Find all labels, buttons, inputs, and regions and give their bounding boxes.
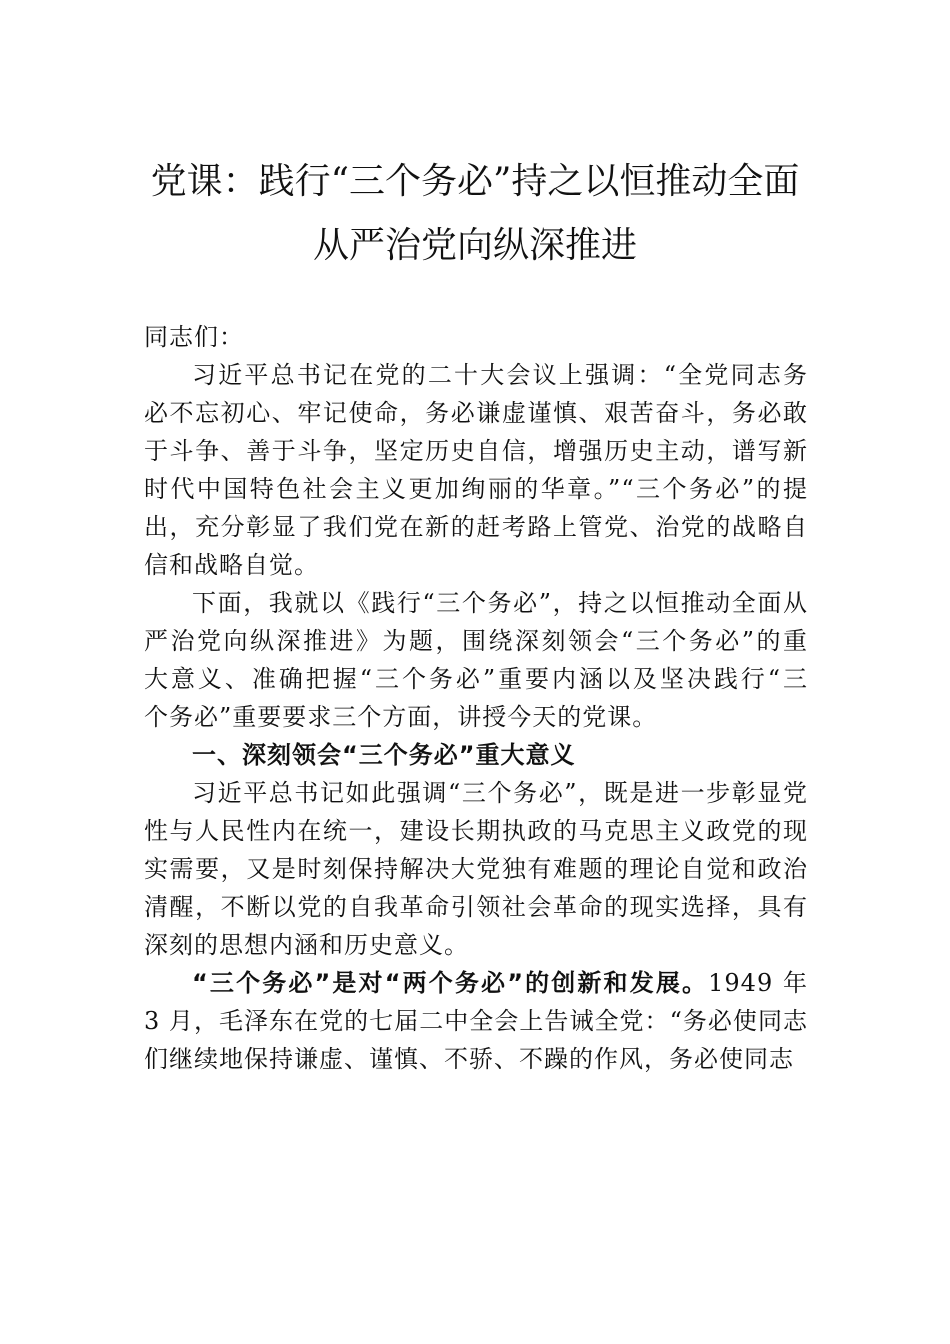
document-title-line-1: 党课：践行“三个务必”持之以恒推动全面: [150, 161, 800, 202]
paragraph-line: 大意义、准确把握“三个务必”重要内涵以及坚决践行“三: [144, 665, 808, 693]
paragraph-line: 深刻的思想内涵和历史意义。: [144, 931, 469, 959]
paragraph-line: 们继续地保持谦虚、谨慎、不骄、不躁的作风，务必使同志: [144, 1045, 794, 1073]
lead-line-rest: 1949 年: [708, 969, 808, 997]
salutation: 同志们：: [144, 323, 244, 351]
document-title-line-2: 从严治党向纵深推进: [312, 225, 637, 266]
paragraph-line: 严治党向纵深推进》为题，围绕深刻领会“三个务必”的重: [144, 627, 808, 655]
paragraph-line: 3 月，毛泽东在党的七届二中全会上告诫全党：“务必使同志: [144, 1007, 808, 1035]
paragraph-line: 性与人民性内在统一，建设长期执政的马克思主义政党的现: [144, 817, 808, 845]
paragraph-line: 于斗争、善于斗争，坚定历史自信，增强历史主动，谱写新: [144, 437, 808, 465]
paragraph-line-mixed: [144, 964, 808, 1002]
paragraph-line: 习近平总书记如此强调“三个务必”，既是进一步彰显党: [192, 779, 808, 807]
paragraph-4: [144, 964, 808, 1078]
paragraph-2: [144, 584, 808, 736]
paragraph-line: 出，充分彰显了我们党在新的赶考路上管党、治党的战略自: [144, 513, 808, 541]
paragraph-line: 实需要，又是时刻保持解决大党独有难题的理论自觉和政治: [144, 855, 808, 883]
document-body: [144, 318, 808, 1078]
section-heading-1: 一、深刻领会“三个务必”重大意义: [192, 741, 576, 769]
paragraph-line: 时代中国特色社会主义更加绚丽的华章。”“三个务必”的提: [144, 475, 808, 503]
paragraph-line: 清醒，不断以党的自我革命引领社会革命的现实选择，具有: [144, 893, 808, 921]
paragraph-line: 必不忘初心、牢记使命，务必谦虚谨慎、艰苦奋斗，务必敢: [144, 399, 808, 427]
paragraph-line: 信和战略自觉。: [144, 551, 319, 579]
paragraph-1: [144, 356, 808, 584]
paragraph-line: 个务必”重要要求三个方面，讲授今天的党课。: [144, 703, 658, 731]
paragraph-line: 下面，我就以《践行“三个务必”，持之以恒推动全面从: [192, 589, 808, 617]
paragraph-line: 习近平总书记在党的二十大会议上强调：“全党同志务: [192, 361, 808, 389]
paragraph-3: [144, 774, 808, 964]
bold-lead-sentence: “三个务必”是对“两个务必”的创新和发展。: [192, 969, 709, 997]
